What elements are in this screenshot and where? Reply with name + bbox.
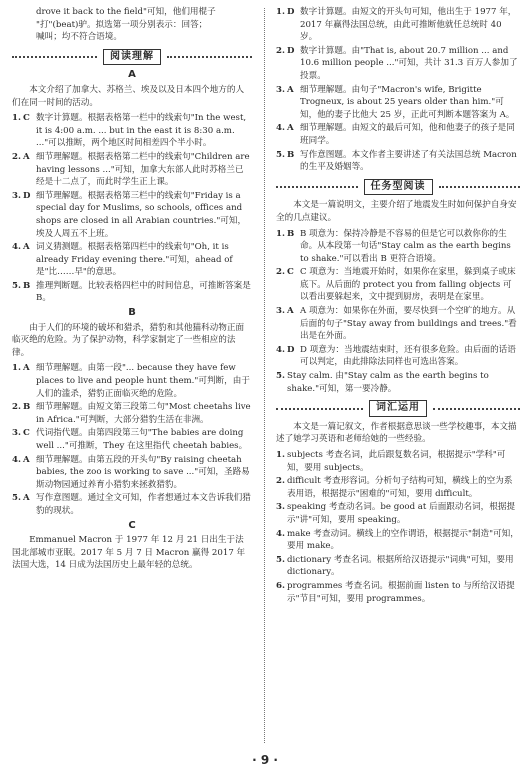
item-number: 2.	[276, 45, 285, 56]
answer-list	[276, 6, 520, 174]
item-explanation: 数字计算题。由"That is, about 20.7 million ... and 10.6 million people ..."可知，共计 31.3 百万人参加了投票。	[300, 45, 518, 81]
item-explanation: 数字计算题。根据表格第一栏中的线索句"In the west, it is 4:00 a.m. ... but in the east it is 8:30 a.m. ..."可以推断，两个地区时间相差四个半小时。	[36, 113, 247, 149]
item-explanation: 细节理解题。根据表格第二栏中的线索句"Children are having lessons ..."可知，加拿大东部人此时苏格兰已经是十二点了，而此时学生正上课。	[36, 151, 250, 188]
answer-item	[12, 190, 252, 240]
item-number: 1.	[276, 228, 285, 239]
item-number: 4.	[276, 123, 285, 134]
answer-list	[276, 228, 520, 396]
item-number: 5.	[12, 493, 21, 504]
item-answer: B	[287, 149, 295, 160]
answer-item	[276, 266, 520, 304]
section-title: 阅读理解	[103, 49, 161, 66]
section-title: 任务型阅读	[364, 179, 433, 196]
item-explanation: 写作意图题。本文作者主要讲述了有关法国总统 Macron 的生平及婚姻等。	[300, 149, 517, 173]
answer-item	[276, 501, 520, 526]
answer-item	[276, 6, 520, 44]
page-number: · 9 ·	[252, 753, 278, 767]
answer-item	[276, 554, 520, 579]
item-number: 4.	[12, 242, 21, 253]
passage-letter: A	[128, 69, 136, 81]
answer-item	[12, 401, 252, 426]
item-explanation: 细节理解题。由第五段的开头句"By raising cheetah babies, the zoo is working to save ..."可知，圣路易斯动物园通过养育小猎豹来拯救猎豹。	[36, 454, 250, 490]
item-number: 2.	[12, 402, 21, 413]
answer-item	[276, 344, 520, 369]
item-number: 3.	[12, 428, 21, 439]
item-explanation: dictionary 考查名词。根据所给汉语提示"词典"可知，要用 dictionary。	[287, 554, 514, 578]
item-number: 4.	[12, 454, 21, 465]
answer-item	[276, 449, 520, 474]
item-number: 3.	[276, 502, 285, 513]
answer-item	[276, 122, 520, 147]
item-answer: B	[23, 402, 31, 413]
section-intro: 本文是一篇记叙文，作者根据意思谈一些学校趣事，本文描述了她学习英语和老师给她的一些经验。	[276, 421, 517, 445]
section-header-vocab	[276, 400, 520, 417]
item-number: 2.	[276, 267, 285, 278]
item-explanation: 推理判断题。比较表格四栏中的时间信息，可推断答案是 B。	[36, 280, 251, 304]
item-explanation: 细节理解题。由短文第三段第二句"Most cheetahs live in Africa."可判断，大部分猎豹生活在非洲。	[36, 402, 251, 425]
item-number: 2.	[276, 476, 285, 487]
answer-item	[12, 492, 252, 517]
text-line: "打"(beat)驴。拟选第一项分别表示：回答；	[36, 19, 208, 30]
passage-intro: 由于人们的环境的破坏和猎杀，猎豹和其他猫科动物正面临灭绝的危险。为了保护动物，科学家制定了一些相应的法律。	[12, 322, 245, 358]
item-answer: D	[287, 344, 295, 355]
item-explanation: speaking 考查动名词。be good at 后面跟动名词，根据提示"讲"可知，要用 speaking。	[287, 502, 516, 525]
text-line: drove it back to the field"可知，他们用棍子	[36, 7, 216, 17]
passage-intro: Emmanuel Macron 于 1977 年 12 月 21 日出生于法国北部城市亚眠。2017 年 5 月 7 日 Macron 赢得 2017 年法国大选，14 日成为法国历史上最年轻的总统。	[12, 535, 246, 571]
item-number: 1.	[12, 113, 21, 124]
answer-item	[12, 362, 252, 400]
item-explanation: 细节理解题。由短文的最后可知，他和他妻子的孩子是同班同学。	[300, 123, 515, 146]
section-header-tasks	[276, 179, 520, 196]
item-answer: A	[287, 84, 294, 95]
item-number: 5.	[276, 149, 285, 160]
item-answer: B	[23, 280, 31, 291]
section-intro: 本文是一篇说明文，主要介绍了地震发生时如何保护自身安全的几点建议。	[276, 200, 517, 223]
answer-item	[276, 580, 520, 605]
continued-text	[12, 6, 252, 44]
item-explanation: 代词指代题。由第四段第三句"The babies are doing well ..."可推断，They 在这里指代 cheetah babies。	[36, 428, 248, 451]
item-number: 4.	[276, 344, 285, 355]
answer-item	[276, 475, 520, 500]
item-answer: A	[23, 493, 30, 504]
item-explanation: 词义猜测题。根据表格第四栏中的线索句"Oh, it is already Friday evening there."可知，ahead of 是"比……早"的意思。	[36, 242, 233, 278]
item-number: 4.	[276, 528, 285, 539]
section-header-reading	[12, 49, 252, 66]
item-answer: C	[287, 267, 294, 278]
item-number: 3.	[12, 190, 21, 201]
item-explanation: A 项意为：如果你在外面，要尽快到一个空旷的地方。从后面的句子"Stay away from buildings and trees."看出是在外面。	[300, 306, 517, 342]
column-divider	[264, 8, 266, 743]
item-number: 1.	[276, 450, 285, 460]
text-line: 喊叫；均不符合语境。	[36, 32, 122, 43]
answer-item	[12, 454, 252, 492]
passage-letter: C	[128, 519, 136, 531]
item-answer: D	[23, 190, 31, 201]
item-number: 1.	[276, 7, 285, 17]
answer-item	[12, 241, 252, 279]
answer-list	[12, 112, 252, 305]
item-number: 3.	[276, 84, 285, 95]
answer-item	[12, 280, 252, 305]
item-number: 5.	[12, 280, 21, 291]
answer-item	[12, 112, 252, 150]
section-title: 词汇运用	[369, 400, 427, 417]
passage-letter: B	[128, 307, 136, 319]
item-answer: A	[287, 123, 294, 134]
answer-item	[276, 528, 520, 553]
item-answer: A	[23, 151, 30, 162]
item-explanation: 细节理解题。由第一段"... because they have few places to live and people hunt them."可判断，由于人们的滥杀，猎豹正面临灭绝的危险。	[36, 363, 250, 399]
item-explanation: make 考查动词。横线上的空作谓语，根据提示"制造"可知，要用 make。	[287, 528, 519, 552]
right-column	[276, 6, 520, 606]
answer-item	[276, 84, 520, 122]
item-explanation: C 项意为：当地震开始时，如果你在家里，躲到桌子或床底下。从后面的 protect you from falling objects 可以看出要躲起来，文中提到厨房，表明是在家里。	[300, 267, 516, 303]
answer-item	[12, 427, 252, 452]
item-explanation: 细节理解题。根据表格第三栏中的线索句"Friday is a special day for Muslims, so schools, offices and shops are closed in all Arabian countries."可知，埃及人周五不上班。	[36, 190, 247, 239]
item-number: 2.	[12, 151, 21, 162]
item-answer: A	[23, 242, 30, 253]
answer-item	[276, 149, 520, 174]
item-answer: C	[23, 113, 30, 124]
passage-intro: 本文介绍了加拿大、苏格兰、埃及以及日本四个地方的人们在同一时间的活动。	[12, 84, 245, 108]
answer-list	[12, 362, 252, 517]
item-answer: C	[23, 428, 30, 439]
item-answer: D	[287, 7, 295, 17]
item-answer: A	[23, 454, 30, 465]
item-answer: D	[287, 45, 295, 56]
item-explanation: 写作意图题。通过全文可知，作者想通过本文告诉我们猎豹的现状。	[36, 493, 251, 516]
item-explanation: difficult 考查形容词。分析句子结构可知，横线上的空为系表用语，根据提示"困难的"可知，要用 difficult。	[287, 476, 513, 499]
answer-list	[276, 449, 520, 605]
item-explanation: B 项意为：保持冷静是不容易的但是它可以救你你的生命。从本段第一句话"Stay calm as the earth begins to shake."可以看出 B 更符合语境。	[300, 228, 511, 264]
item-explanation: 数字计算题。由短文的开头句可知，他出生于 1977 年，2017 年赢得法国总统，由此可推断他就任总统时 40 岁。	[300, 7, 517, 43]
item-explanation: 细节理解题。由句子"Macron's wife, Brigitte Trogneux, is about 25 years older than him."可知，他的妻子比他大 25 岁，正此可判断本题答案为 A。	[300, 84, 515, 120]
left-column	[12, 6, 252, 575]
answer-item	[276, 370, 520, 395]
item-answer: A	[287, 306, 294, 317]
item-answer: B	[287, 228, 295, 239]
item-number: 3.	[276, 306, 285, 317]
item-explanation: Stay calm. 由"Stay calm as the earth begins to shake."可知，第一要冷静。	[287, 371, 489, 394]
item-explanation: subjects 考查名词，此后跟复数名词，根据提示"学科"可知，要用 subjects。	[287, 450, 506, 473]
item-explanation: programmes 考查名词。根据前面 listen to 与所给汉语提示"节目"可知，要用 programmes。	[287, 580, 515, 604]
item-explanation: D 项意为：当地震结束时，还有很多危险。由后面的话语可以判定，由此排除法同样也可选出答案。	[300, 344, 516, 368]
item-number: 6.	[276, 580, 285, 591]
item-number: 5.	[276, 554, 285, 565]
item-answer: A	[23, 363, 30, 374]
answer-item	[276, 45, 520, 83]
answer-item	[276, 305, 520, 343]
item-number: 5.	[276, 371, 285, 382]
answer-item	[12, 151, 252, 189]
answer-item	[276, 228, 520, 266]
item-number: 1.	[12, 363, 21, 374]
